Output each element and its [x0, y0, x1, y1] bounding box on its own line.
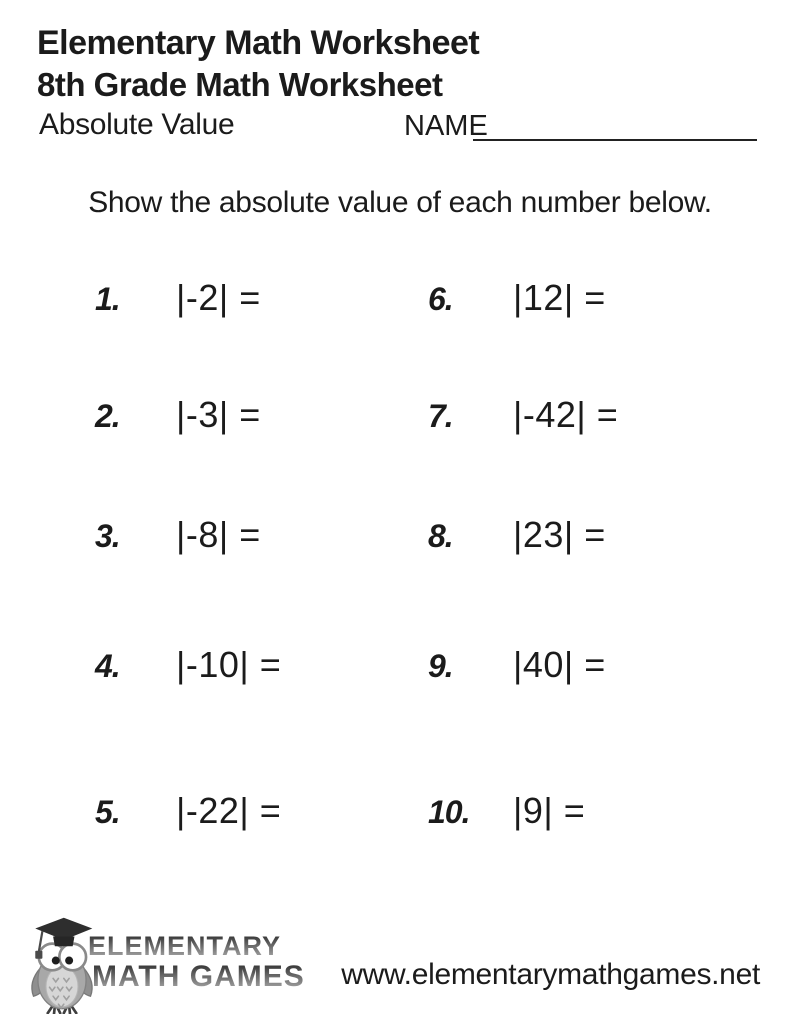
- problem-number: 3.: [95, 518, 120, 554]
- problem-number: 4.: [95, 648, 120, 684]
- problem-4: [95, 642, 281, 688]
- website-url: www.elementarymathgames.net: [341, 958, 760, 991]
- problem-expression: |-3| =: [176, 394, 261, 435]
- instruction-text: Show the absolute value of each number below.: [88, 186, 712, 219]
- problem-number: 8.: [428, 518, 453, 554]
- problem-expression: |-8| =: [176, 514, 261, 555]
- problem-expression: |12| =: [513, 277, 606, 318]
- name-label: NAME: [404, 110, 488, 142]
- problem-1: [95, 275, 261, 321]
- worksheet-topic: Absolute Value: [39, 108, 235, 141]
- problem-10: [428, 788, 585, 834]
- problem-6: [428, 275, 606, 321]
- problem-expression: |-2| =: [176, 277, 261, 318]
- worksheet-subtitle: 8th Grade Math Worksheet: [37, 66, 443, 103]
- problem-2: [95, 392, 261, 438]
- logo-line1: ELEMENTARY: [88, 933, 305, 960]
- logo-line2: MATH GAMES: [92, 960, 305, 993]
- problem-expression: |-22| =: [176, 790, 282, 831]
- problem-number: 2.: [95, 398, 120, 434]
- logo-wordmark: [88, 933, 305, 992]
- problem-9: [428, 642, 606, 688]
- problem-3: [95, 512, 261, 558]
- problem-expression: |23| =: [513, 514, 606, 555]
- problem-number: 1.: [95, 281, 120, 317]
- worksheet-title: Elementary Math Worksheet: [37, 24, 480, 62]
- problem-expression: |-42| =: [513, 394, 619, 435]
- problem-number: 9.: [428, 648, 453, 684]
- problem-5: [95, 788, 281, 834]
- problem-number: 6.: [428, 281, 453, 317]
- problem-number: 10.: [428, 794, 470, 830]
- problem-7: [428, 392, 618, 438]
- problem-expression: |9| =: [513, 790, 586, 831]
- problem-number: 7.: [428, 398, 453, 434]
- name-blank-line: [473, 139, 757, 141]
- problem-expression: |40| =: [513, 644, 606, 685]
- problem-8: [428, 512, 606, 558]
- problem-expression: |-10| =: [176, 644, 282, 685]
- problem-number: 5.: [95, 794, 120, 830]
